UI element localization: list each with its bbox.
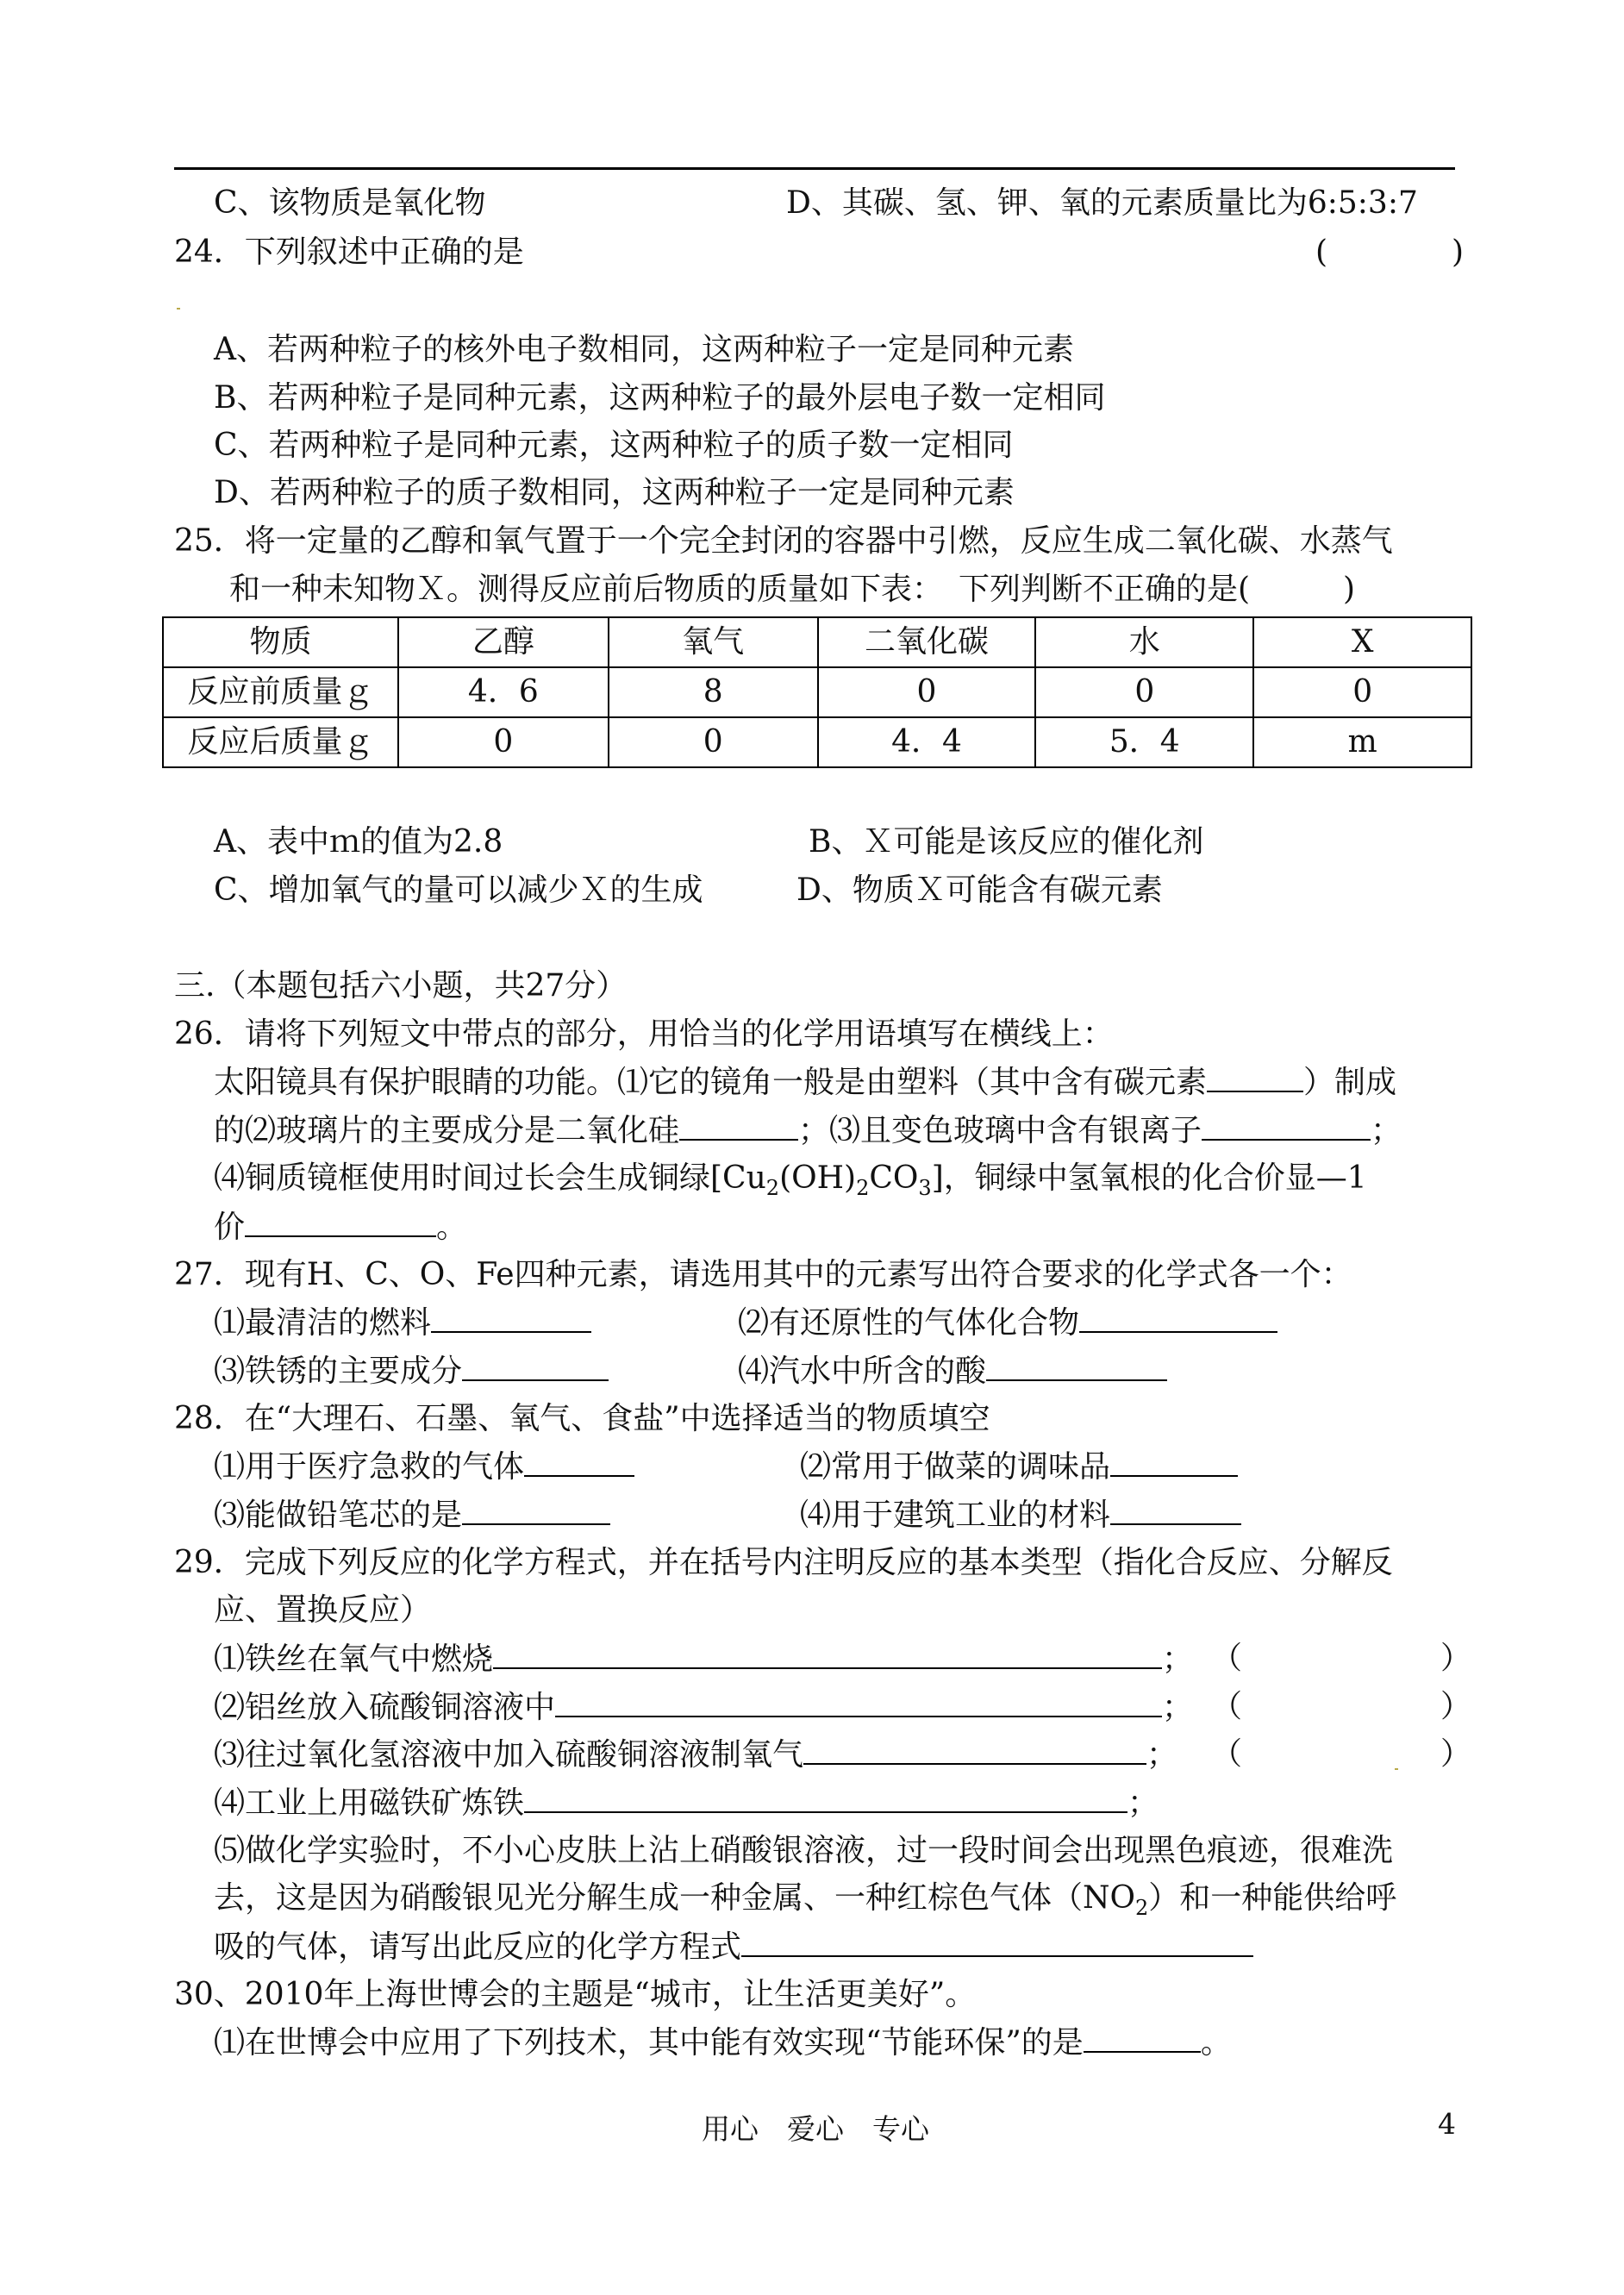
item-text: 。: [1200, 2025, 1232, 2060]
item-label: ⑵常用于做菜的调味品: [800, 1449, 1111, 1485]
answer-blank[interactable]: [679, 1111, 798, 1141]
subscript: 2: [1135, 1896, 1149, 1921]
q29-item-5-line1: ⑸做化学实验时，不小心皮肤上沾上硝酸银溶液，过一段时间会出现黑色痕迹，很难洗: [214, 1833, 1394, 1868]
q29-item-2: [214, 1688, 1193, 1727]
table-cell: 0: [1253, 667, 1471, 717]
semicolon: ；: [1146, 1737, 1178, 1773]
answer-blank[interactable]: [493, 1640, 1162, 1669]
q26-text: CO: [869, 1160, 919, 1196]
q24-answer-paren: ( ): [1315, 235, 1465, 270]
q25-option-a: A、表中ｍ的值为2.8: [214, 824, 503, 860]
q27-item-3: [214, 1352, 609, 1391]
q26-text: ；⑶且变色玻璃中含有银离子: [798, 1113, 1202, 1148]
item-label: ⑷工业上用磁铁矿炼铁: [214, 1785, 525, 1821]
q26-line4: [214, 1208, 467, 1247]
q26-text: ]，铜绿中氢氧根的化合价显—1: [931, 1160, 1367, 1196]
answer-blank[interactable]: [986, 1352, 1167, 1381]
q28-item-1: [214, 1448, 634, 1486]
item-label: ⑴在世博会中应用了下列技术，其中能有效实现“节能环保”的是: [214, 2025, 1084, 2060]
answer-blank[interactable]: [555, 1688, 1162, 1717]
q30-item-1: [214, 2023, 1232, 2062]
answer-blank[interactable]: [462, 1496, 610, 1525]
paren-close: ）: [1440, 1736, 1472, 1772]
q28-stem: 28．在“大理石、石墨、氧气、食盐”中选择适当的物质填空: [174, 1401, 990, 1436]
answer-blank[interactable]: [1207, 1063, 1303, 1092]
subscript: 2: [856, 1176, 870, 1201]
table-header-cell: 氧气: [609, 617, 818, 667]
q27-item-1: [214, 1304, 591, 1342]
answer-blank[interactable]: [803, 1735, 1146, 1765]
table-cell: 8: [609, 667, 818, 717]
item-label: ⑵有还原性的气体化合物: [738, 1305, 1080, 1341]
table-cell: m: [1253, 717, 1471, 767]
answer-blank[interactable]: [1202, 1111, 1371, 1141]
item-label: ⑶能做铅笔芯的是: [214, 1498, 463, 1533]
q26-text: ⑷铜质镜框使用时间过长会生成铜绿[Cu: [214, 1160, 766, 1196]
table-cell: 4．4: [818, 717, 1035, 767]
table-row: [163, 667, 1471, 717]
item-label: ⑷用于建筑工业的材料: [800, 1498, 1111, 1533]
q23-option-c: C、该物质是氧化物: [214, 185, 486, 221]
answer-blank[interactable]: [524, 1784, 1127, 1813]
section-3-title: 三.（本题包括六小题，共27分）: [174, 968, 628, 1004]
q29-item-3: [214, 1735, 1177, 1774]
table-cell: 0: [609, 717, 818, 767]
q29-stem-line2: 应、置换反应）: [214, 1592, 432, 1628]
answer-blank[interactable]: [1084, 2023, 1201, 2053]
q30-stem: 30、2010年上海世博会的主题是“城市，让生活更美好”。: [174, 1977, 977, 2012]
footer-motto: 用心 爱心 专心: [702, 2112, 929, 2146]
item-label: ⑶铁锈的主要成分: [214, 1354, 463, 1389]
paren-open: （: [1211, 1641, 1243, 1676]
q29-item-4: [214, 1784, 1159, 1823]
paren-close: ）: [1440, 1689, 1472, 1724]
semicolon: ；: [1162, 1690, 1194, 1725]
q26-line1: [214, 1063, 1396, 1102]
q25-option-d: D、物质Ｘ可能含有碳元素: [796, 872, 1163, 908]
table-header-cell: X: [1253, 617, 1471, 667]
q29-type-paren-3: [1211, 1735, 1471, 1773]
paren-open: （: [1211, 1689, 1243, 1724]
q26-text: 。: [436, 1210, 468, 1245]
q26-line2: [214, 1111, 1402, 1150]
answer-blank[interactable]: [245, 1208, 436, 1237]
q24-option-c: C、若两种粒子是同种元素，这两种粒子的质子数一定相同: [214, 428, 1014, 463]
q26-text: ；: [1371, 1113, 1402, 1148]
answer-blank[interactable]: [1110, 1496, 1241, 1525]
item-text: ）和一种能供给呼: [1148, 1880, 1397, 1916]
q25-stem-line1: 25．将一定量的乙醇和氧气置于一个完全封闭的容器中引燃，反应生成二氧化碳、水蒸气: [174, 523, 1393, 559]
header-rule: [174, 167, 1455, 170]
item-label: ⑴铁丝在氧气中燃烧: [214, 1642, 494, 1677]
q27-item-4: [738, 1352, 1167, 1391]
q24-option-b: B、若两种粒子是同种元素，这两种粒子的最外层电子数一定相同: [214, 380, 1106, 416]
q26-text: 价: [214, 1210, 246, 1245]
subscript: 2: [765, 1176, 780, 1201]
q26-text: 的⑵玻璃片的主要成分是二氧化硅: [214, 1113, 680, 1148]
q24-stem: 24．下列叙述中正确的是: [174, 235, 524, 270]
item-text: 吸的气体，请写出此反应的化学方程式: [214, 1929, 742, 1965]
q29-type-paren-1: [1211, 1640, 1471, 1678]
table-cell: 0: [398, 717, 608, 767]
q29-type-paren-2: [1211, 1688, 1471, 1726]
item-label: ⑴用于医疗急救的气体: [214, 1449, 525, 1485]
table-row: [163, 717, 1471, 767]
q24-option-d: D、若两种粒子的质子数相同，这两种粒子一定是同种元素: [214, 475, 1015, 510]
semicolon: ；: [1127, 1785, 1159, 1821]
answer-blank[interactable]: [1110, 1448, 1238, 1477]
table-header-row: [163, 617, 1471, 667]
answer-blank[interactable]: [462, 1352, 609, 1381]
table-header-cell: 水: [1035, 617, 1253, 667]
q28-item-4: [800, 1496, 1241, 1535]
q25-stem-line2: 和一种未知物Ｘ。测得反应前后物质的质量如下表： 下列判断不正确的是( ): [229, 572, 1356, 607]
table-cell: 0: [1035, 667, 1253, 717]
q25-option-b: B、Ｘ可能是该反应的催化剂: [809, 824, 1204, 860]
q26-stem: 26．请将下列短文中带点的部分，用恰当的化学用语填写在横线上：: [174, 1016, 1114, 1052]
q26-text: (OH): [779, 1160, 857, 1196]
paren-open: （: [1211, 1736, 1243, 1772]
table-cell: 反应前质量ｇ: [163, 667, 398, 717]
q25-option-c: C、增加氧气的量可以减少Ｘ的生成: [214, 872, 703, 908]
q24-option-a: A、若两种粒子的核外电子数相同，这两种粒子一定是同种元素: [214, 332, 1074, 367]
table-cell: 4．6: [398, 667, 608, 717]
answer-blank[interactable]: [431, 1304, 591, 1333]
table-cell: 0: [818, 667, 1035, 717]
q29-item-5-line2: [214, 1879, 1397, 1921]
q28-item-2: [800, 1448, 1238, 1486]
q29-item-1: [214, 1640, 1193, 1679]
item-label: ⑶往过氧化氢溶液中加入硫酸铜溶液制氧气: [214, 1737, 804, 1773]
subscript: 3: [918, 1176, 932, 1201]
table-cell: 5．4: [1035, 717, 1253, 767]
table-cell: 反应后质量ｇ: [163, 717, 398, 767]
scan-speck: [1395, 1768, 1398, 1770]
table-header-cell: 物质: [163, 617, 398, 667]
answer-blank[interactable]: [741, 1928, 1253, 1957]
item-label: ⑴最清洁的燃料: [214, 1305, 432, 1341]
item-label: ⑷汽水中所含的酸: [738, 1354, 987, 1389]
q27-item-2: [738, 1304, 1277, 1342]
table-header-cell: 二氧化碳: [818, 617, 1035, 667]
q28-item-3: [214, 1496, 610, 1535]
q27-stem: 27．现有H、C、O、Fe四种元素，请选用其中的元素写出符合要求的化学式各一个：: [174, 1257, 1352, 1292]
q25-mass-table: [162, 616, 1472, 768]
item-label: ⑵铝丝放入硫酸铜溶液中: [214, 1690, 556, 1725]
scan-speck: [177, 308, 180, 310]
table-header-cell: 乙醇: [398, 617, 608, 667]
answer-blank[interactable]: [524, 1448, 634, 1477]
paren-close: ）: [1440, 1641, 1472, 1676]
page-number: 4: [1438, 2107, 1456, 2141]
item-text: 去，这是因为硝酸银见光分解生成一种金属、一种红棕色气体（NO: [214, 1880, 1136, 1916]
semicolon: ；: [1162, 1642, 1194, 1677]
answer-blank[interactable]: [1079, 1304, 1277, 1333]
q26-text: ）制成: [1303, 1065, 1397, 1100]
q26-text: 太阳镜具有保护眼睛的功能。⑴它的镜角一般是由塑料（其中含有碳元素: [214, 1065, 1208, 1100]
q29-item-5-line3: [214, 1928, 1253, 1967]
q23-option-d: D、其碳、氢、钾、氧的元素质量比为6:5:3:7: [786, 185, 1418, 221]
q29-stem-line1: 29．完成下列反应的化学方程式，并在括号内注明反应的基本类型（指化合反应、分解反: [174, 1545, 1393, 1580]
q26-line3: [214, 1160, 1367, 1201]
